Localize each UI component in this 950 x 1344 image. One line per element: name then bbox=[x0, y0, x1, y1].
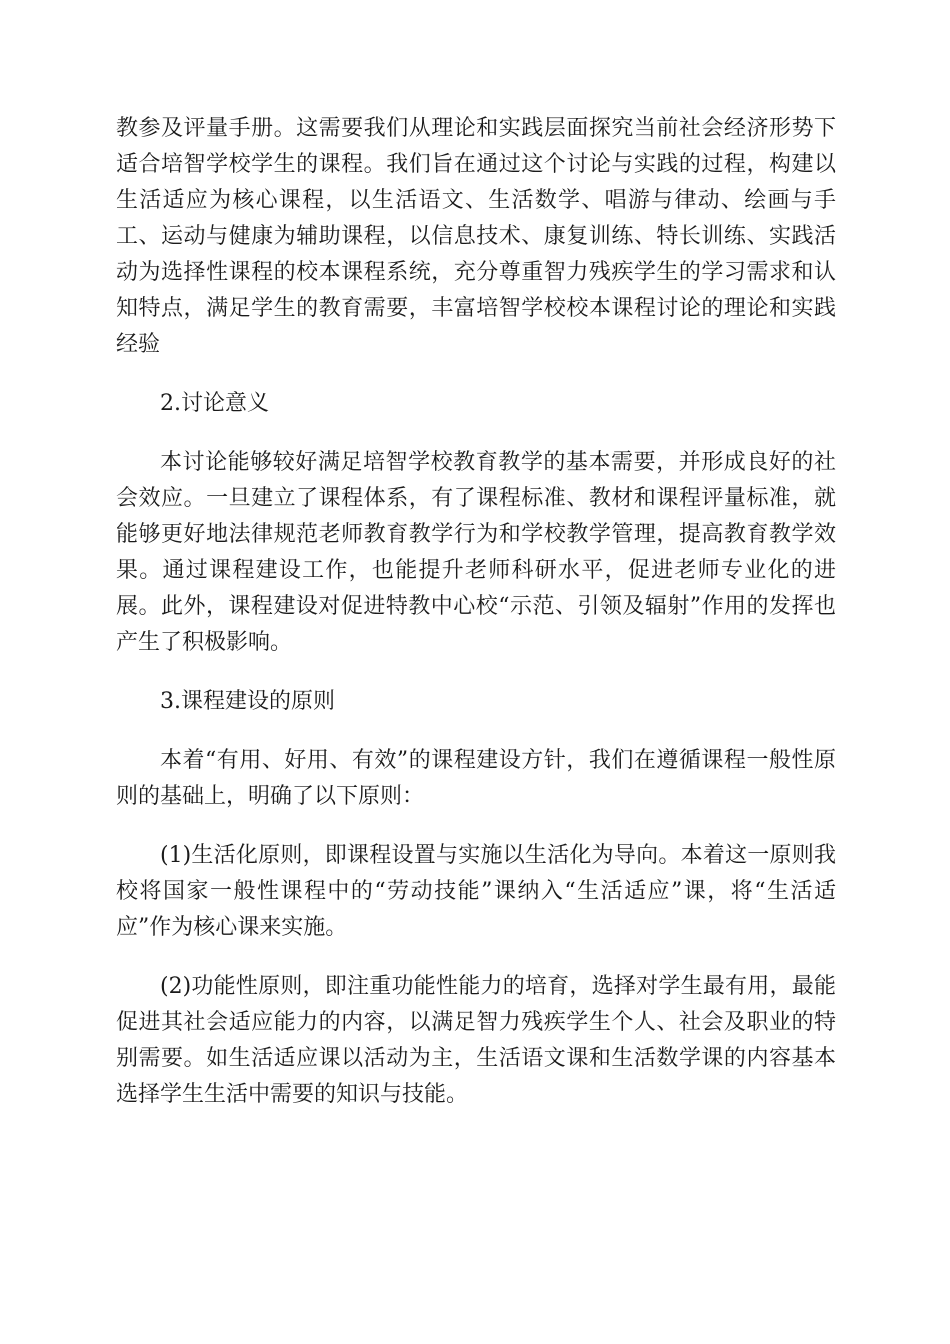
paragraph-research-significance: 本讨论能够较好满足培智学校教育教学的基本需要，并形成良好的社会效应。一旦建立了课程体系，有了课程标准、教材和课程评量标准，就能够更好地法律规范老师教育教学行为和学校教学管理，提高教育教学效果。通过课程建设工作，也能提升老师科研水平，促进老师专业化的进展。此外，课程建设对促进特教中心校“示范、引领及辐射”作用的发挥也产生了积极影响。 bbox=[116, 450, 836, 655]
heading-research-significance: 2.讨论意义 bbox=[160, 391, 269, 416]
paragraph-principles-intro: 本着“有用、好用、有效”的课程建设方针，我们在遵循课程一般性原则的基础上，明确了以下原则： bbox=[116, 748, 836, 809]
paragraph-principle-functional: (2)功能性原则，即注重功能性能力的培育，选择对学生最有用，最能促进其社会适应能力的内容，以满足智力残疾学生个人、社会及职业的特别需要。如生活适应课以活动为主，生活语文课和生活数学课的内容基本选择学生生活中需要的知识与技能。 bbox=[116, 974, 836, 1107]
paragraph-principle-life-oriented: (1)生活化原则，即课程设置与实施以生活化为导向。本着这一原则我校将国家一般性课程中的“劳动技能”课纳入“生活适应”课，将“生活适应”作为核心课来实施。 bbox=[116, 843, 836, 940]
document-page bbox=[116, 111, 836, 1113]
heading-construction-principles: 3.课程建设的原则 bbox=[160, 689, 335, 714]
paragraph-curriculum-goal: 教参及评量手册。这需要我们从理论和实践层面探究当前社会经济形势下适合培智学校学生的课程。我们旨在通过这个讨论与实践的过程，构建以生活适应为核心课程，以生活语文、生活数学、唱游与律动、绘画与手工、运动与健康为辅助课程，以信息技术、康复训练、特长训练、实践活动为选择性课程的校本课程系统，充分尊重智力残疾学生的学习需求和认知特点，满足学生的教育需要，丰富培智学校校本课程讨论的理论和实践经验 bbox=[116, 116, 836, 357]
